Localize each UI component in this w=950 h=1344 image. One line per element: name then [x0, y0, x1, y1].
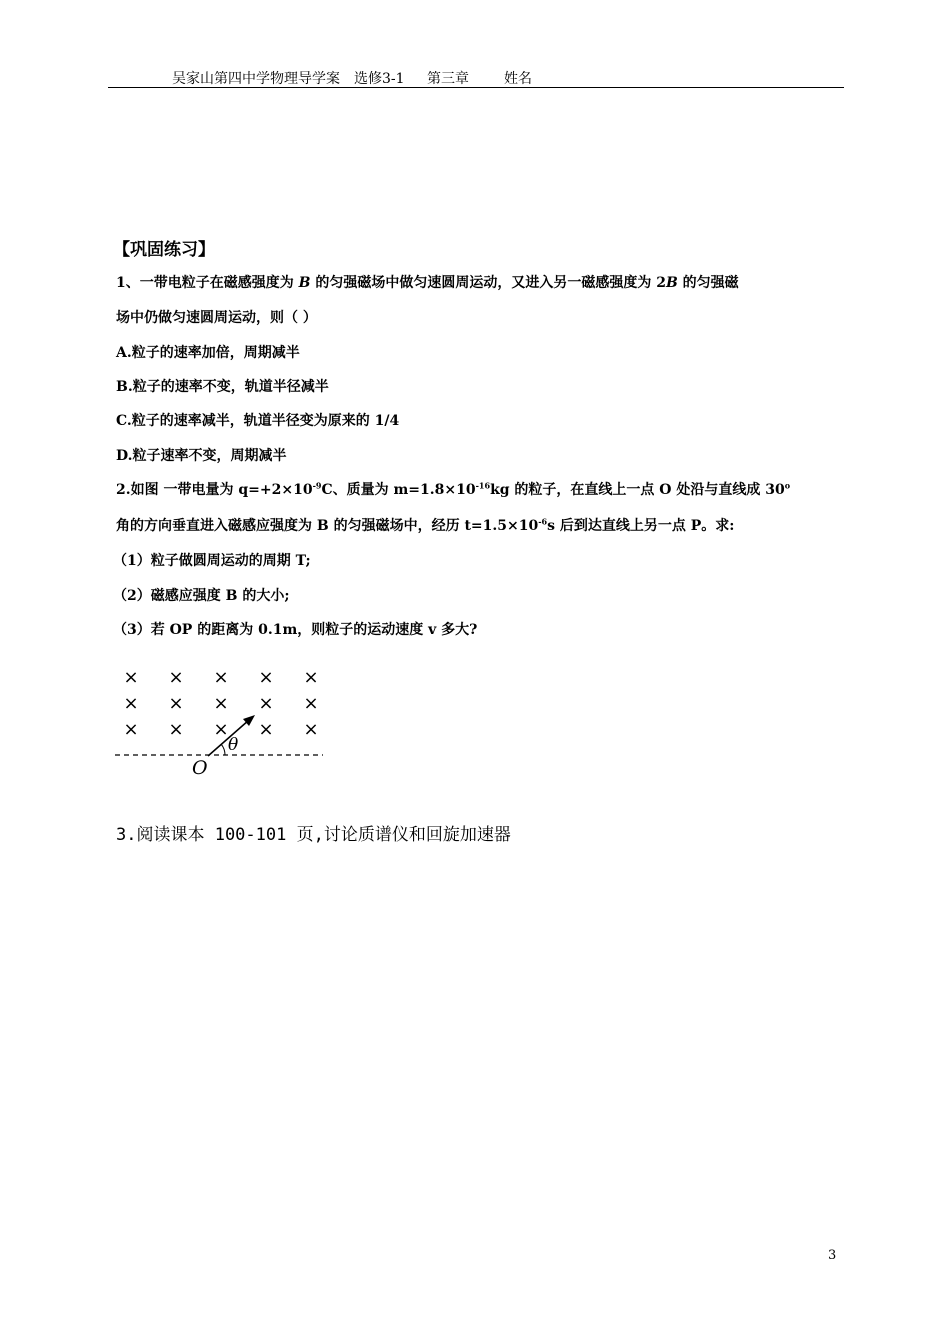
- q1-option-d: D.粒子速率不变，周期减半: [116, 448, 287, 464]
- q3-text: 3.阅读课本 100-101 页,讨论质谱仪和回旋加速器: [116, 825, 511, 845]
- field-crosses: [123, 667, 318, 740]
- q2-sub1: （1）粒子做圆周运动的周期 T;: [113, 553, 311, 569]
- field-cross: ×: [213, 667, 229, 688]
- angle-arc: [221, 744, 225, 755]
- theta-label: θ: [228, 735, 239, 755]
- q1-line2: 场中仍做匀速圆周运动，则（ ）: [116, 310, 317, 326]
- field-cross: ×: [303, 719, 319, 740]
- field-cross: ×: [123, 719, 139, 740]
- q1-option-b: B.粒子的速率不变，轨道半径减半: [116, 379, 329, 395]
- field-cross: ×: [213, 693, 229, 714]
- q2-line1: 2.如图 一带电量为 $q=+2\times 10^{-9}C$、质量为 $m=1.8\times 10^{-16}kg$ 的粒子，在直线上一点 O 处沿与直线成 30$^o$: [116, 480, 791, 498]
- field-cross: ×: [168, 693, 184, 714]
- origin-label: O: [192, 757, 208, 779]
- field-cross: ×: [258, 719, 274, 740]
- field-cross: ×: [258, 667, 274, 688]
- section-title: 【巩固练习】: [113, 240, 215, 260]
- chapter-label: 第三章: [427, 71, 469, 87]
- course-label: 选修3-1: [354, 71, 405, 87]
- field-cross: ×: [303, 693, 319, 714]
- q1-line1: 1、一带电粒子在磁感强度为 B 的匀强磁场中做匀速圆周运动，又进入另一磁感强度为 2B 的匀强磁: [116, 275, 739, 291]
- field-cross: ×: [213, 719, 229, 740]
- field-cross: ×: [123, 667, 139, 688]
- q2-line2: 角的方向垂直进入磁感应强度为 B 的匀强磁场中，经历 $t=1.5\times 10^{-6}s$ 后到达直线上另一点 P。求:: [116, 516, 735, 534]
- page-header: [108, 66, 844, 88]
- magnetic-field-figure: [113, 663, 328, 783]
- name-label: 姓名: [504, 71, 532, 87]
- field-cross: ×: [123, 693, 139, 714]
- q2-sub3: （3）若 OP 的距离为 0.1m，则粒子的运动速度 v 多大?: [113, 622, 478, 638]
- q1-option-c: C.粒子的速率减半，轨道半径变为原来的 1/4: [116, 413, 400, 429]
- q2-sub2: （2）磁感应强度 B 的大小;: [113, 588, 290, 604]
- field-cross: ×: [258, 693, 274, 714]
- q1-option-a: A.粒子的速率加倍，周期减半: [116, 345, 300, 361]
- page-number: 3: [828, 1248, 837, 1263]
- field-cross: ×: [303, 667, 319, 688]
- school-title: 吴家山第四中学物理导学案: [172, 71, 340, 87]
- field-cross: ×: [168, 667, 184, 688]
- field-cross: ×: [168, 719, 184, 740]
